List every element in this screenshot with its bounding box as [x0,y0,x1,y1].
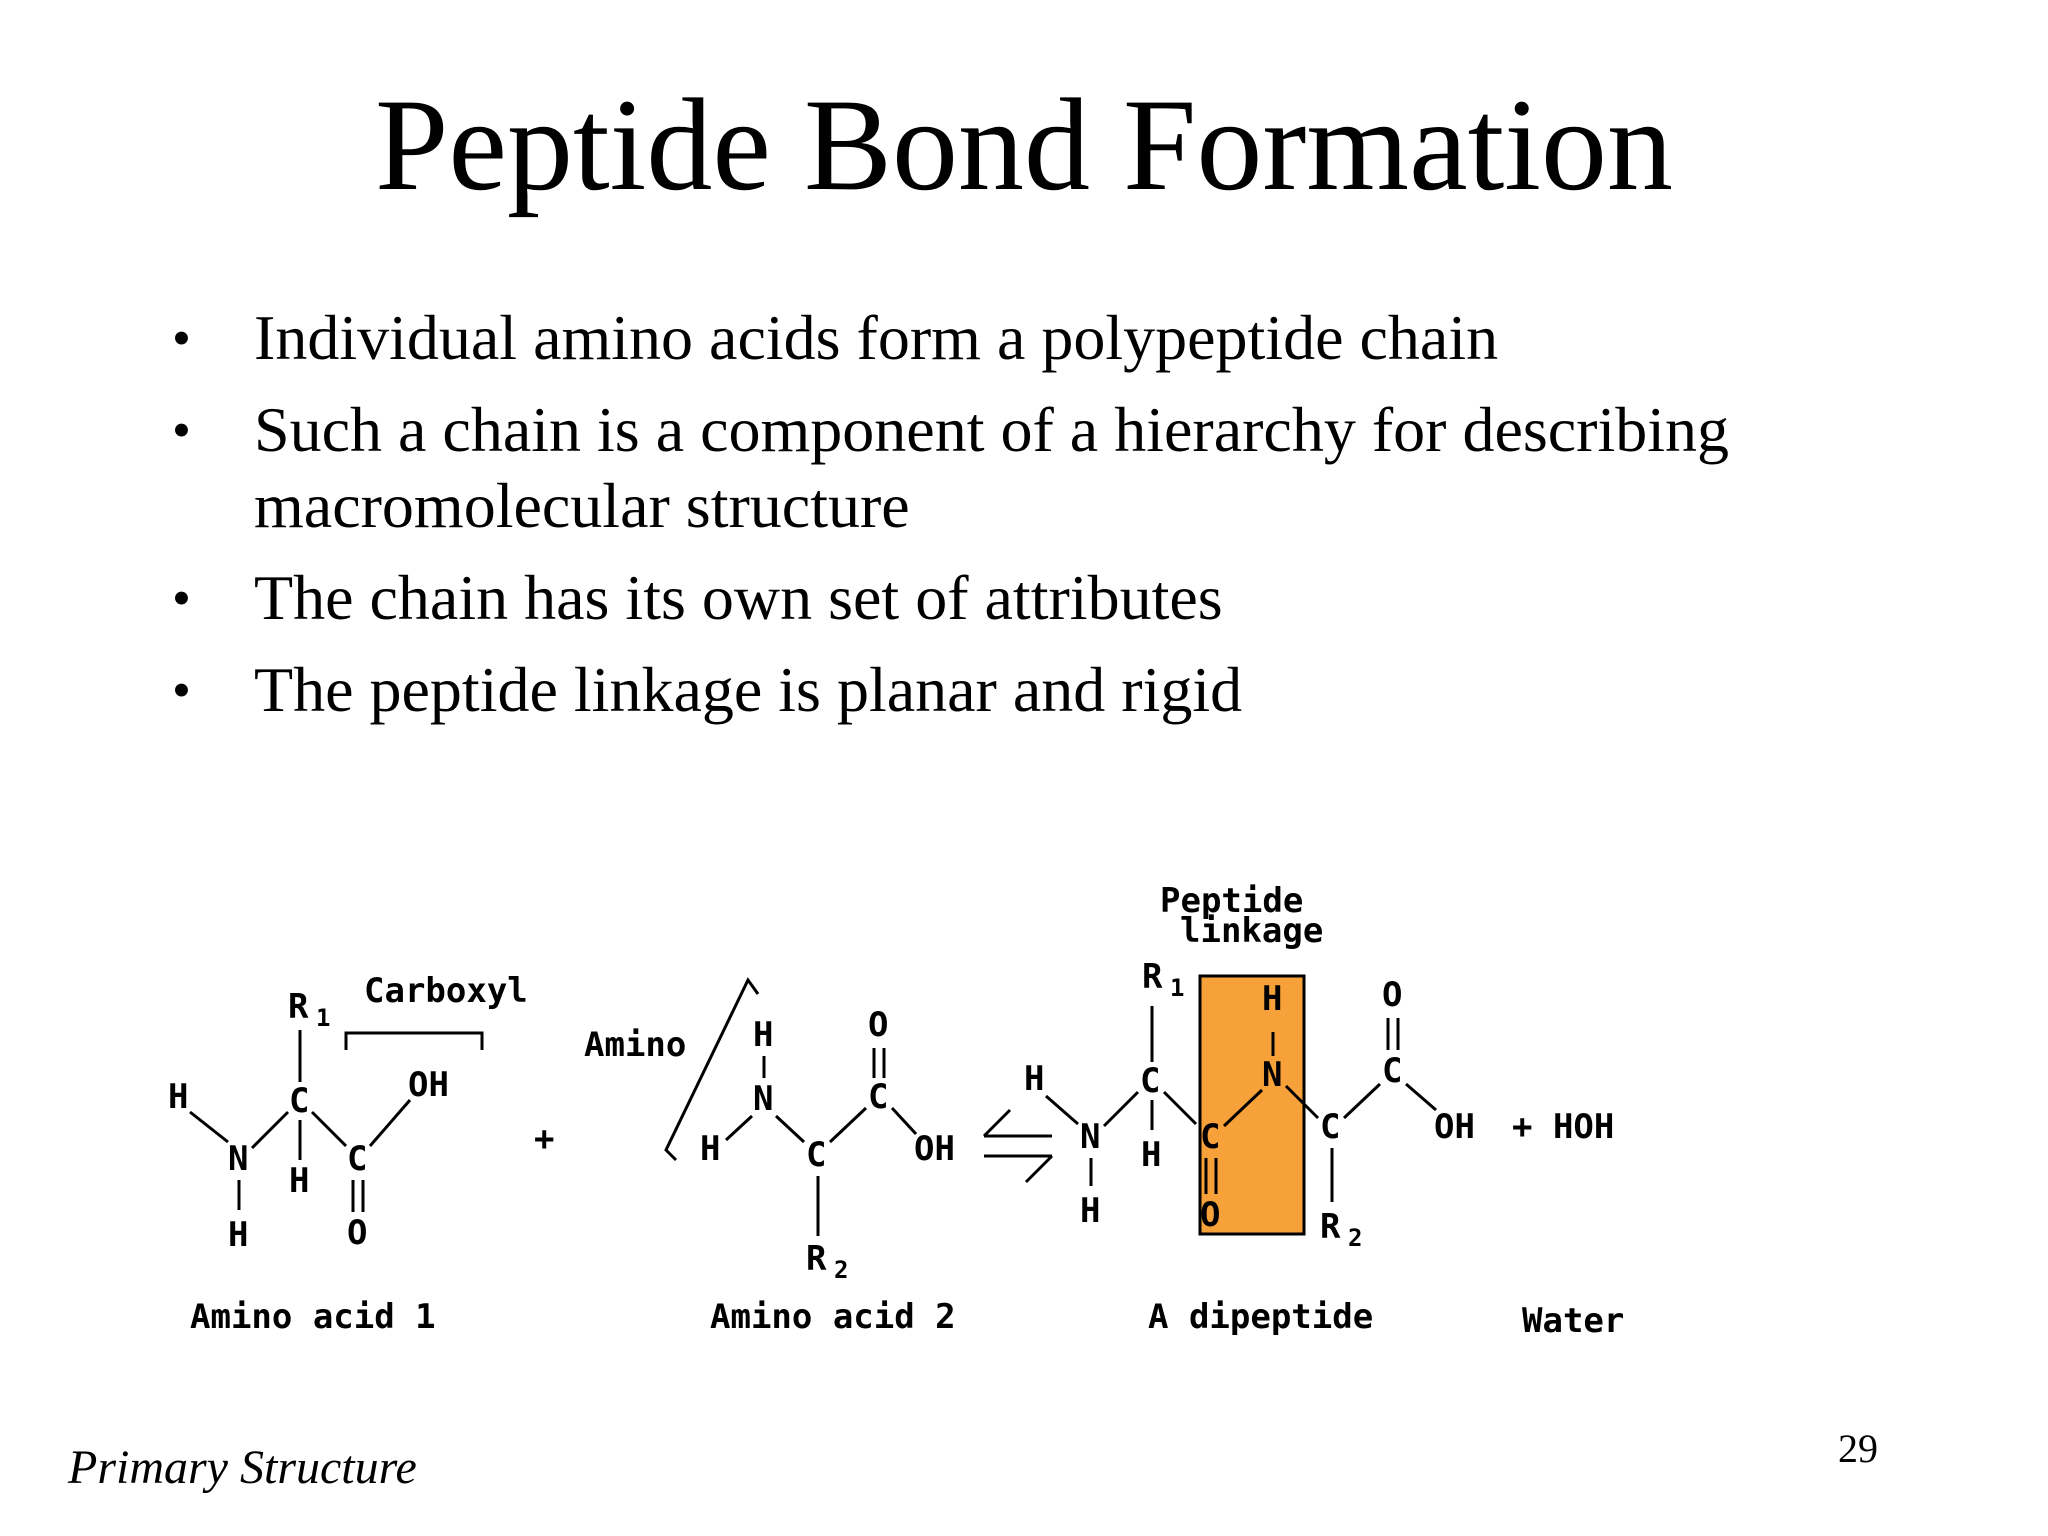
dipeptide-structure [1024,881,1614,1252]
atom-o: O [1382,975,1403,1015]
bond [892,1108,916,1134]
bond [370,1100,410,1146]
atom-c: C [347,1139,368,1179]
atom-c: C [289,1081,310,1121]
atom-r: R [1142,957,1163,997]
atom-h: H [1080,1191,1101,1231]
bond [726,1116,752,1140]
bullet-text: The peptide linkage is planar and rigid [254,654,1243,725]
bond [1046,1096,1078,1124]
bullet-text: Such a chain is a component of a hierarchy for describing macromolecular structure [254,394,1730,541]
atom-r: R [288,987,309,1027]
atom-n: N [1262,1055,1283,1095]
equilibrium-arrow [984,1110,1052,1182]
forward-arrow-head [984,1110,1010,1136]
atom-n: N [1080,1117,1101,1157]
amino-acid-2-caption: Amino acid 2 [710,1297,956,1337]
atom-r: R [806,1239,827,1279]
atom-oh: OH [914,1129,955,1169]
plus-water: + HOH [1512,1107,1615,1147]
bullet-dot: • [172,660,191,720]
atom-c: C [1140,1061,1161,1101]
peptide-linkage-label: Peptide [1160,881,1304,921]
bullet-dot: • [172,568,191,628]
plus-sign: + [534,1119,555,1159]
water-caption: Water [1522,1301,1625,1341]
atom-o: O [347,1213,368,1253]
atom-h: H [753,1015,774,1055]
atom-c: C [1320,1107,1341,1147]
bond [1104,1092,1138,1126]
bond [776,1116,804,1142]
atom-c: C [1200,1117,1221,1157]
bullet-text: The chain has its own set of attributes [254,562,1223,633]
bond [190,1112,228,1142]
atom-h: H [289,1161,310,1201]
dipeptide-caption: A dipeptide [1148,1297,1374,1337]
bond [830,1108,866,1142]
amino-acid-1-caption: Amino acid 1 [190,1297,436,1337]
carboxyl-bracket [346,1033,482,1050]
atom-oh: OH [1434,1107,1475,1147]
amino-acid-1-structure [168,971,528,1255]
footer-section-title: Primary Structure [68,1441,417,1494]
bond [1164,1092,1196,1124]
atom-c: C [1382,1051,1403,1091]
bond [1344,1084,1380,1118]
amino-acid-2-structure [584,980,955,1284]
bullet-dot: • [172,308,191,368]
peptide-linkage-label: linkage [1180,911,1324,951]
atom-n: N [753,1079,774,1119]
slide-title: Peptide Bond Formation [375,71,1673,218]
atom-h: H [700,1129,721,1169]
atom-h: H [1262,979,1283,1019]
atom-subscript: 1 [316,1004,331,1032]
atom-h: H [228,1215,249,1255]
carboxyl-label: Carboxyl [364,971,528,1011]
atom-o: O [868,1005,889,1045]
bond [252,1112,288,1148]
bullet-dot: • [172,400,191,460]
atom-subscript: 1 [1170,974,1185,1002]
atom-o: O [1200,1195,1221,1235]
atom-h: H [1024,1059,1045,1099]
bond [1406,1084,1436,1110]
bond [312,1112,346,1146]
atom-oh: OH [408,1065,449,1105]
atom-c: C [806,1135,827,1175]
atom-h: H [168,1077,189,1117]
atom-subscript: 2 [1348,1224,1363,1252]
atom-r: R [1320,1207,1341,1247]
atom-subscript: 2 [834,1256,849,1284]
atom-h: H [1141,1135,1162,1175]
page-number: 29 [1838,1426,1878,1471]
atom-n: N [228,1139,249,1179]
reverse-arrow-head [1026,1156,1052,1182]
atom-c: C [868,1077,889,1117]
bullet-text: Individual amino acids form a polypeptide chain [254,302,1499,373]
amino-label: Amino [584,1025,687,1065]
